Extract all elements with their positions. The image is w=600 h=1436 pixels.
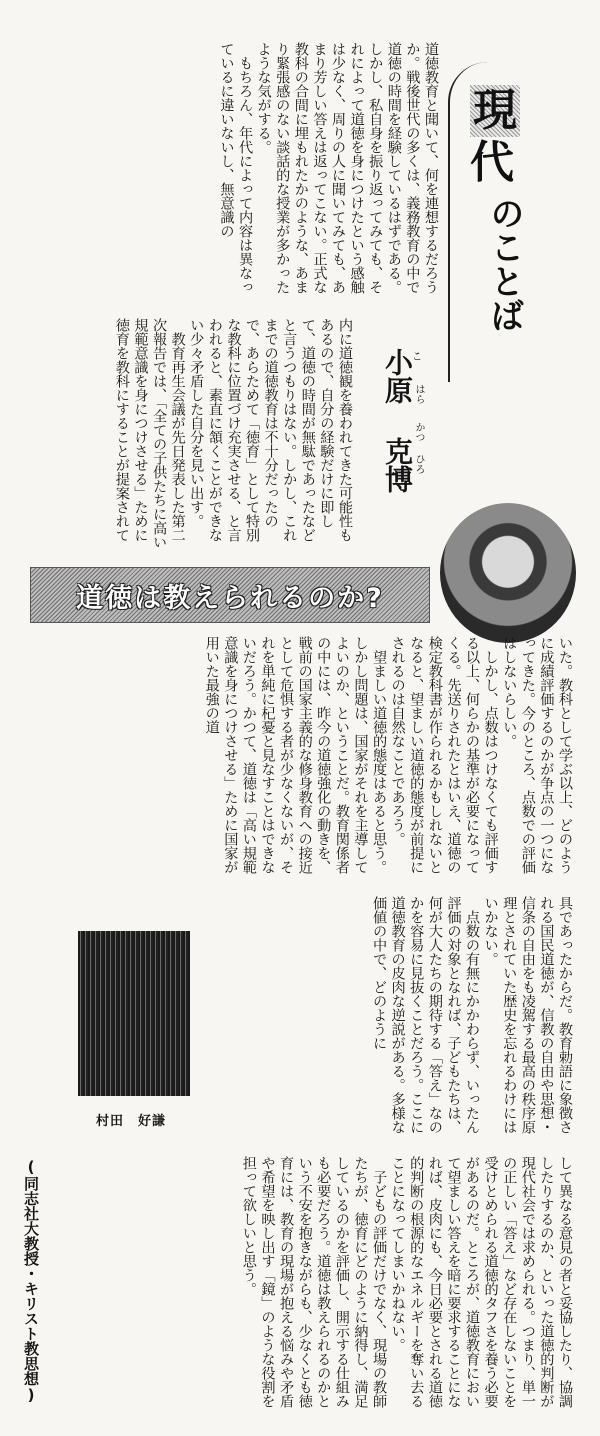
column-title-kanji-1: 現	[470, 85, 520, 137]
column-title-kana: のことば	[484, 196, 524, 332]
author-ruby-ko: こ	[412, 352, 422, 363]
body-text-block-4: 具であったからだ。教育勅語に象徴される国民道徳が、信教の自由や思想・信条の自由をも凌駕する最高の秩序原理とされていた歴史を忘れるわけにはいかない。 点数の有無にかかわらず、いったん評価の対象となれば、子どもたちは、何が大人たちの期待する「答え」なのかを容易に見抜くことだろう。ここに道徳教育の皮肉な逆説がある。多様な価値の中で、どのように	[371, 896, 573, 1134]
author-affiliation: (同志社大教授・キリスト教思想)	[22, 1158, 40, 1404]
body-text-block-5: して異なる意見の者と妥協したり、協調したりするのか、といった道徳的判断が現代社会では求められる。つまり、単一の正しい「答え」など存在しないことを受けとめられる道徳的タフさを養う必要があるのだ。ところが、道徳教育において望ましい答えを暗に要求することになれば、皮肉にも、今日必要とされる道徳的判断の根源的なエネルギーを奪い去ることになってしまいかねない。 子どもの評価だけでなく、現場の教師たちが、徳育にどのように納得し、満足しているのかを評価し、開示する仕組みも必要だろう。道徳は教えられるのかという不安を抱きながらも、少なくとも徳育には、教育の現場が抱える悩みや矛盾や希望を映し出す「鏡」のような役割を担って欲しいと思う。	[240, 1156, 573, 1408]
headline-text: 道徳は教えられるのか?	[76, 582, 384, 614]
headline-banner	[30, 567, 430, 623]
author-photo	[440, 503, 576, 643]
body-text-block-1: 道徳教育と聞いて、何を連想するだろうか。戦後世代の多くは、義務教育の中で道徳の時間を経験しているはずである。しかし、私自身を振り返ってみても、それによって道徳を身につけたという感触は少なく、周りの人に聞いてみても、あまり芳しい答えは返ってこない。正式な教科の合間に埋もれたかのような、あまり緊張感のない談話的な授業が多かったような気がする。 もちろん、年代によって内容は異なっているに違いないし、無意識の	[218, 42, 439, 294]
column-title-kanji-2: 代	[470, 137, 514, 188]
column-title	[470, 85, 520, 189]
illustration	[78, 931, 190, 1096]
body-text-block-2: 内に道徳観を養われてきた可能性もあるので、自分の経験だけに即して、道徳の時間が無駄であったなどと言うつもりはない。しかし、これまでの道徳教育は不十分だったので、あらためて「徳育」として特別な教科に位置づけ充実させる、と言われると、素直に頷くことができない少々矛盾した自分を見い出す。 教育再生会議が先日発表した第二次報告では、「全ての子供たちに高い規範意識を身につけさせる」ために徳育を教科にすることが提案されて	[113, 318, 353, 549]
body-text-block-3: いた。教科として学ぶ以上、どのように成績評価するのかが争点の一つになってきた。今のところ、点数での評価はしないらしい。 しかし、点数はつけなくても評価する以上、何らかの基準が必要になってくる。先送りされたとはいえ、道徳の検定教科書が作られるかもしれないとなると、望ましい道徳的態度が前提にされるのは自然なことであろう。 望ましい道徳的態度はあると思う。しかし問題は、国家がそれを主導してよいのか、ということだ。教育関係者の中には、昨今の道徳強化の動きを、戦前の国家主義的な修身教育への接近として危惧する者が少なくないが、それを単純に杞憂と見なすことはできないだろう。かつて、道徳は「高い規範意識を身につけさせる」ために国家が用いた最強の道	[203, 636, 573, 874]
author-name: 小原 克博	[381, 348, 414, 493]
author-ruby-hiro: ひろ	[413, 454, 424, 474]
illustration-caption: 村田 好謙	[96, 1114, 167, 1129]
author-ruby-hara: はら	[413, 384, 424, 404]
author-ruby-katsu: かつ	[413, 422, 424, 442]
